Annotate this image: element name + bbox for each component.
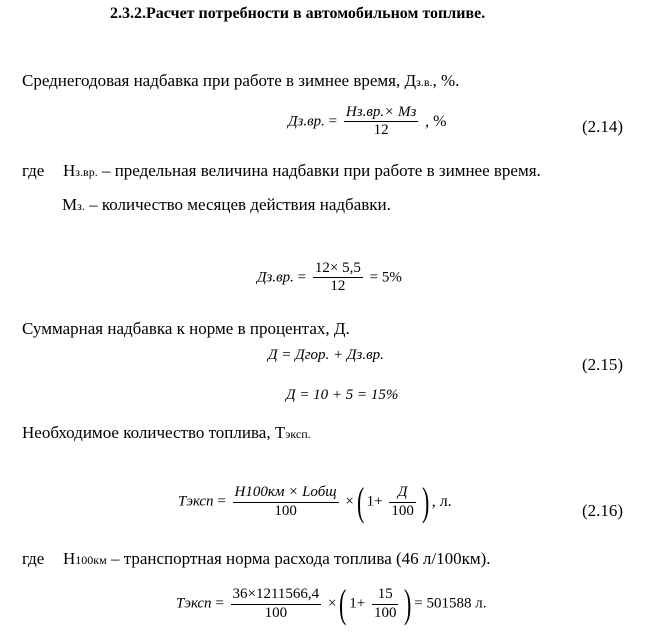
eq-equals: =	[215, 595, 224, 612]
eq-equals: =	[217, 493, 226, 510]
section-heading: 2.3.2.Расчет потребности в автомобильном топливе.	[110, 5, 486, 22]
eq-result: = 501588 л.	[414, 595, 487, 612]
eq-fraction	[344, 104, 418, 140]
eq-fraction	[233, 484, 339, 520]
left-paren: (	[339, 581, 347, 626]
eq-formula: Д = 10 + 5 = 15%	[286, 387, 399, 403]
eq-lhs: Тэксп	[176, 595, 212, 612]
where-label: где	[22, 161, 45, 180]
left-paren: (	[356, 479, 364, 524]
equation-2-15	[268, 348, 384, 363]
subscript: з.	[77, 199, 85, 213]
paragraph-fuel-quantity	[22, 424, 311, 441]
calculation-2-14	[257, 260, 402, 296]
eq-equals: =	[297, 269, 307, 286]
fraction-numerator: Н100км × Lобщ	[233, 484, 339, 502]
eq-formula: Д = Дгор. + Дз.вр.	[268, 347, 384, 363]
subscript: эксп.	[285, 427, 311, 441]
equation-2-14	[288, 104, 446, 140]
paragraph-text: Среднегодовая надбавка при работе в зимнее время, Д	[22, 71, 417, 90]
where-label: где	[22, 549, 45, 568]
fraction-numerator: 15	[372, 586, 399, 604]
eq-fraction	[231, 586, 322, 622]
subscript: з.вр.	[75, 165, 98, 179]
symbol: Н	[63, 161, 76, 180]
paragraph-text: Необходимое количество топлива, Т	[22, 423, 286, 442]
eq-times: ×	[345, 493, 354, 510]
eq-lhs: Тэксп	[178, 493, 214, 510]
fraction-denominator: 12	[330, 278, 346, 295]
equation-2-16	[178, 479, 452, 524]
equation-number: (2.15)	[582, 355, 624, 374]
symbol: Н	[63, 549, 76, 568]
fraction-numerator: 12× 5,5	[313, 260, 363, 278]
subscript: з.в.	[416, 75, 433, 89]
eq-unit: , л.	[431, 493, 452, 510]
eq-result: = 5%	[369, 269, 402, 286]
definition-line	[22, 162, 541, 179]
fraction-denominator: 100	[264, 604, 288, 621]
definition-line	[22, 550, 491, 567]
equation-number: (2.14)	[582, 117, 624, 136]
calculation-2-16	[176, 581, 487, 626]
eq-fraction	[313, 260, 363, 296]
eq-lhs: Дз.вр.	[288, 113, 325, 130]
fraction-denominator: 100	[391, 502, 414, 519]
eq-one-plus: 1+	[349, 595, 366, 612]
definition-text: – транспортная норма расхода топлива (46 л/100км).	[106, 549, 491, 568]
right-paren: )	[404, 581, 412, 626]
fraction-denominator: 12	[373, 122, 389, 139]
fraction-denominator: 100	[274, 502, 297, 519]
subscript: 100км	[75, 553, 107, 567]
eq-unit: , %	[425, 112, 447, 130]
paragraph-total-surcharge: Суммарная надбавка к норме в процентах, Д.	[22, 319, 350, 338]
eq-lhs: Дз.вр.	[257, 269, 294, 286]
right-paren: )	[421, 479, 429, 524]
symbol: М	[62, 195, 78, 214]
definition-text: – количество месяцев действия надбавки.	[84, 195, 391, 214]
fraction-denominator: 100	[373, 604, 397, 621]
eq-inner-fraction	[372, 586, 399, 622]
eq-equals: =	[328, 113, 338, 130]
paragraph-tail: , %.	[432, 71, 460, 90]
eq-times: ×	[327, 595, 337, 612]
fraction-numerator: 36×1211566,4	[231, 586, 322, 604]
calculation-2-15	[286, 388, 398, 403]
definition-line	[62, 196, 391, 213]
eq-one-plus: 1+	[366, 493, 383, 510]
equation-number: (2.16)	[582, 501, 624, 520]
fraction-numerator: Нз.вр.× Мз	[344, 104, 418, 122]
definition-text: – предельная величина надбавки при работе в зимнее время.	[97, 161, 541, 180]
paragraph-winter-surcharge	[22, 72, 459, 89]
eq-inner-fraction	[389, 484, 416, 520]
fraction-numerator: Д	[389, 484, 416, 502]
